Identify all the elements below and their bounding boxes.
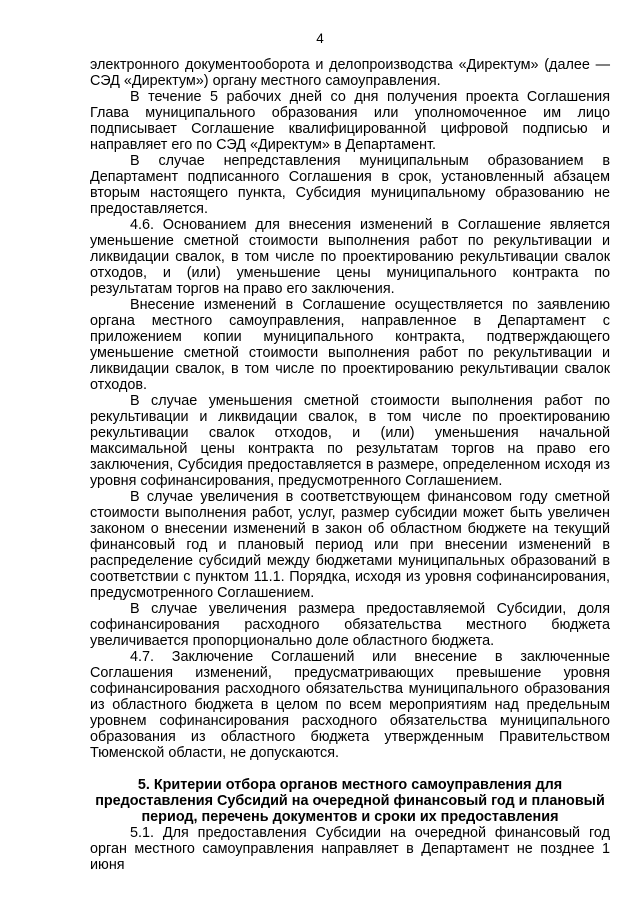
paragraph-non-submission: В случае непредставления муниципальным образованием в Департамент подписанного Соглашения в срок, установленный абзацем вторым настоящего пункта, Субсидия муниципальному образованию не предоставляется. [90, 153, 610, 217]
paragraph-5-1: 5.1. Для предоставления Субсидии на очередной финансовый год орган местного самоуправления направляет в Департамент не позднее 1 июня [90, 825, 610, 873]
paragraph-amendment-request: Внесение изменений в Соглашение осуществляется по заявлению органа местного самоуправления, направленное в Департамент с приложением копии муниципального контракта, подтверждающего уменьшение сметной стоимости выполнения работ по рекультивации и ликвидации свалок, в том числе по проектированию рекультивации свалок отходов. [90, 297, 610, 393]
paragraph-4-6: 4.6. Основанием для внесения изменений в Соглашение является уменьшение сметной стоимости выполнения работ по рекультивации и ликвидации свалок, в том числе по проектированию рекультивации свалок отходов, и (или) уменьшение цены муниципального контракта по результатам торгов на право его заключения. [90, 217, 610, 297]
page-number: 4 [316, 31, 324, 46]
paragraph-4-7: 4.7. Заключение Соглашений или внесение в заключенные Соглашения изменений, предусматривающих превышение уровня софинансирования расходного обязательства муниципального образования из областного бюджета в целом по всем мероприятиям над предельным уровнем софинансирования расходного обязательства муниципального образования из областного бюджета утвержденным Правительством Тюменской области, не допускаются. [90, 649, 610, 761]
document-body [90, 57, 610, 873]
paragraph-subsidy-increase: В случае увеличения размера предоставляемой Субсидии, доля софинансирования расходного обязательства местного бюджета увеличивается пропорционально доле областного бюджета. [90, 601, 610, 649]
paragraph-continuation: электронного документооборота и делопроизводства «Директум» (далее — СЭД «Директум») органу местного самоуправления. [90, 57, 610, 89]
section-5-heading: 5. Критерии отбора органов местного самоуправления для предоставления Субсидий на очередной финансовый год и плановый период, перечень документов и сроки их предоставления [95, 777, 605, 825]
paragraph-cost-increase: В случае увеличения в соответствующем финансовом году сметной стоимости выполнения работ, услуг, размер субсидии может быть увеличен законом о внесении изменений в закон об областном бюджете на текущий финансовый год и плановый период или при внесении изменений в распределение субсидий между бюджетами муниципальных образований в соответствии с пунктом 11.1. Порядка, исходя из уровня софинансирования, предусмотренного Соглашением. [90, 489, 610, 601]
paragraph-cost-decrease: В случае уменьшения сметной стоимости выполнения работ по рекультивации и ликвидации свалок, в том числе по проектированию рекультивации свалок отходов, и (или) уменьшения начальной максимальной цены контракта по результатам торгов на право его заключения, Субсидия предоставляется в размере, определенном исходя из уровня софинансирования, предусмотренного Соглашением. [90, 393, 610, 489]
paragraph-signing-deadline: В течение 5 рабочих дней со дня получения проекта Соглашения Глава муниципального образования или уполномоченное им лицо подписывает Соглашение квалифицированной цифровой подписью и направляет его по СЭД «Директум» в Департамент. [90, 89, 610, 153]
